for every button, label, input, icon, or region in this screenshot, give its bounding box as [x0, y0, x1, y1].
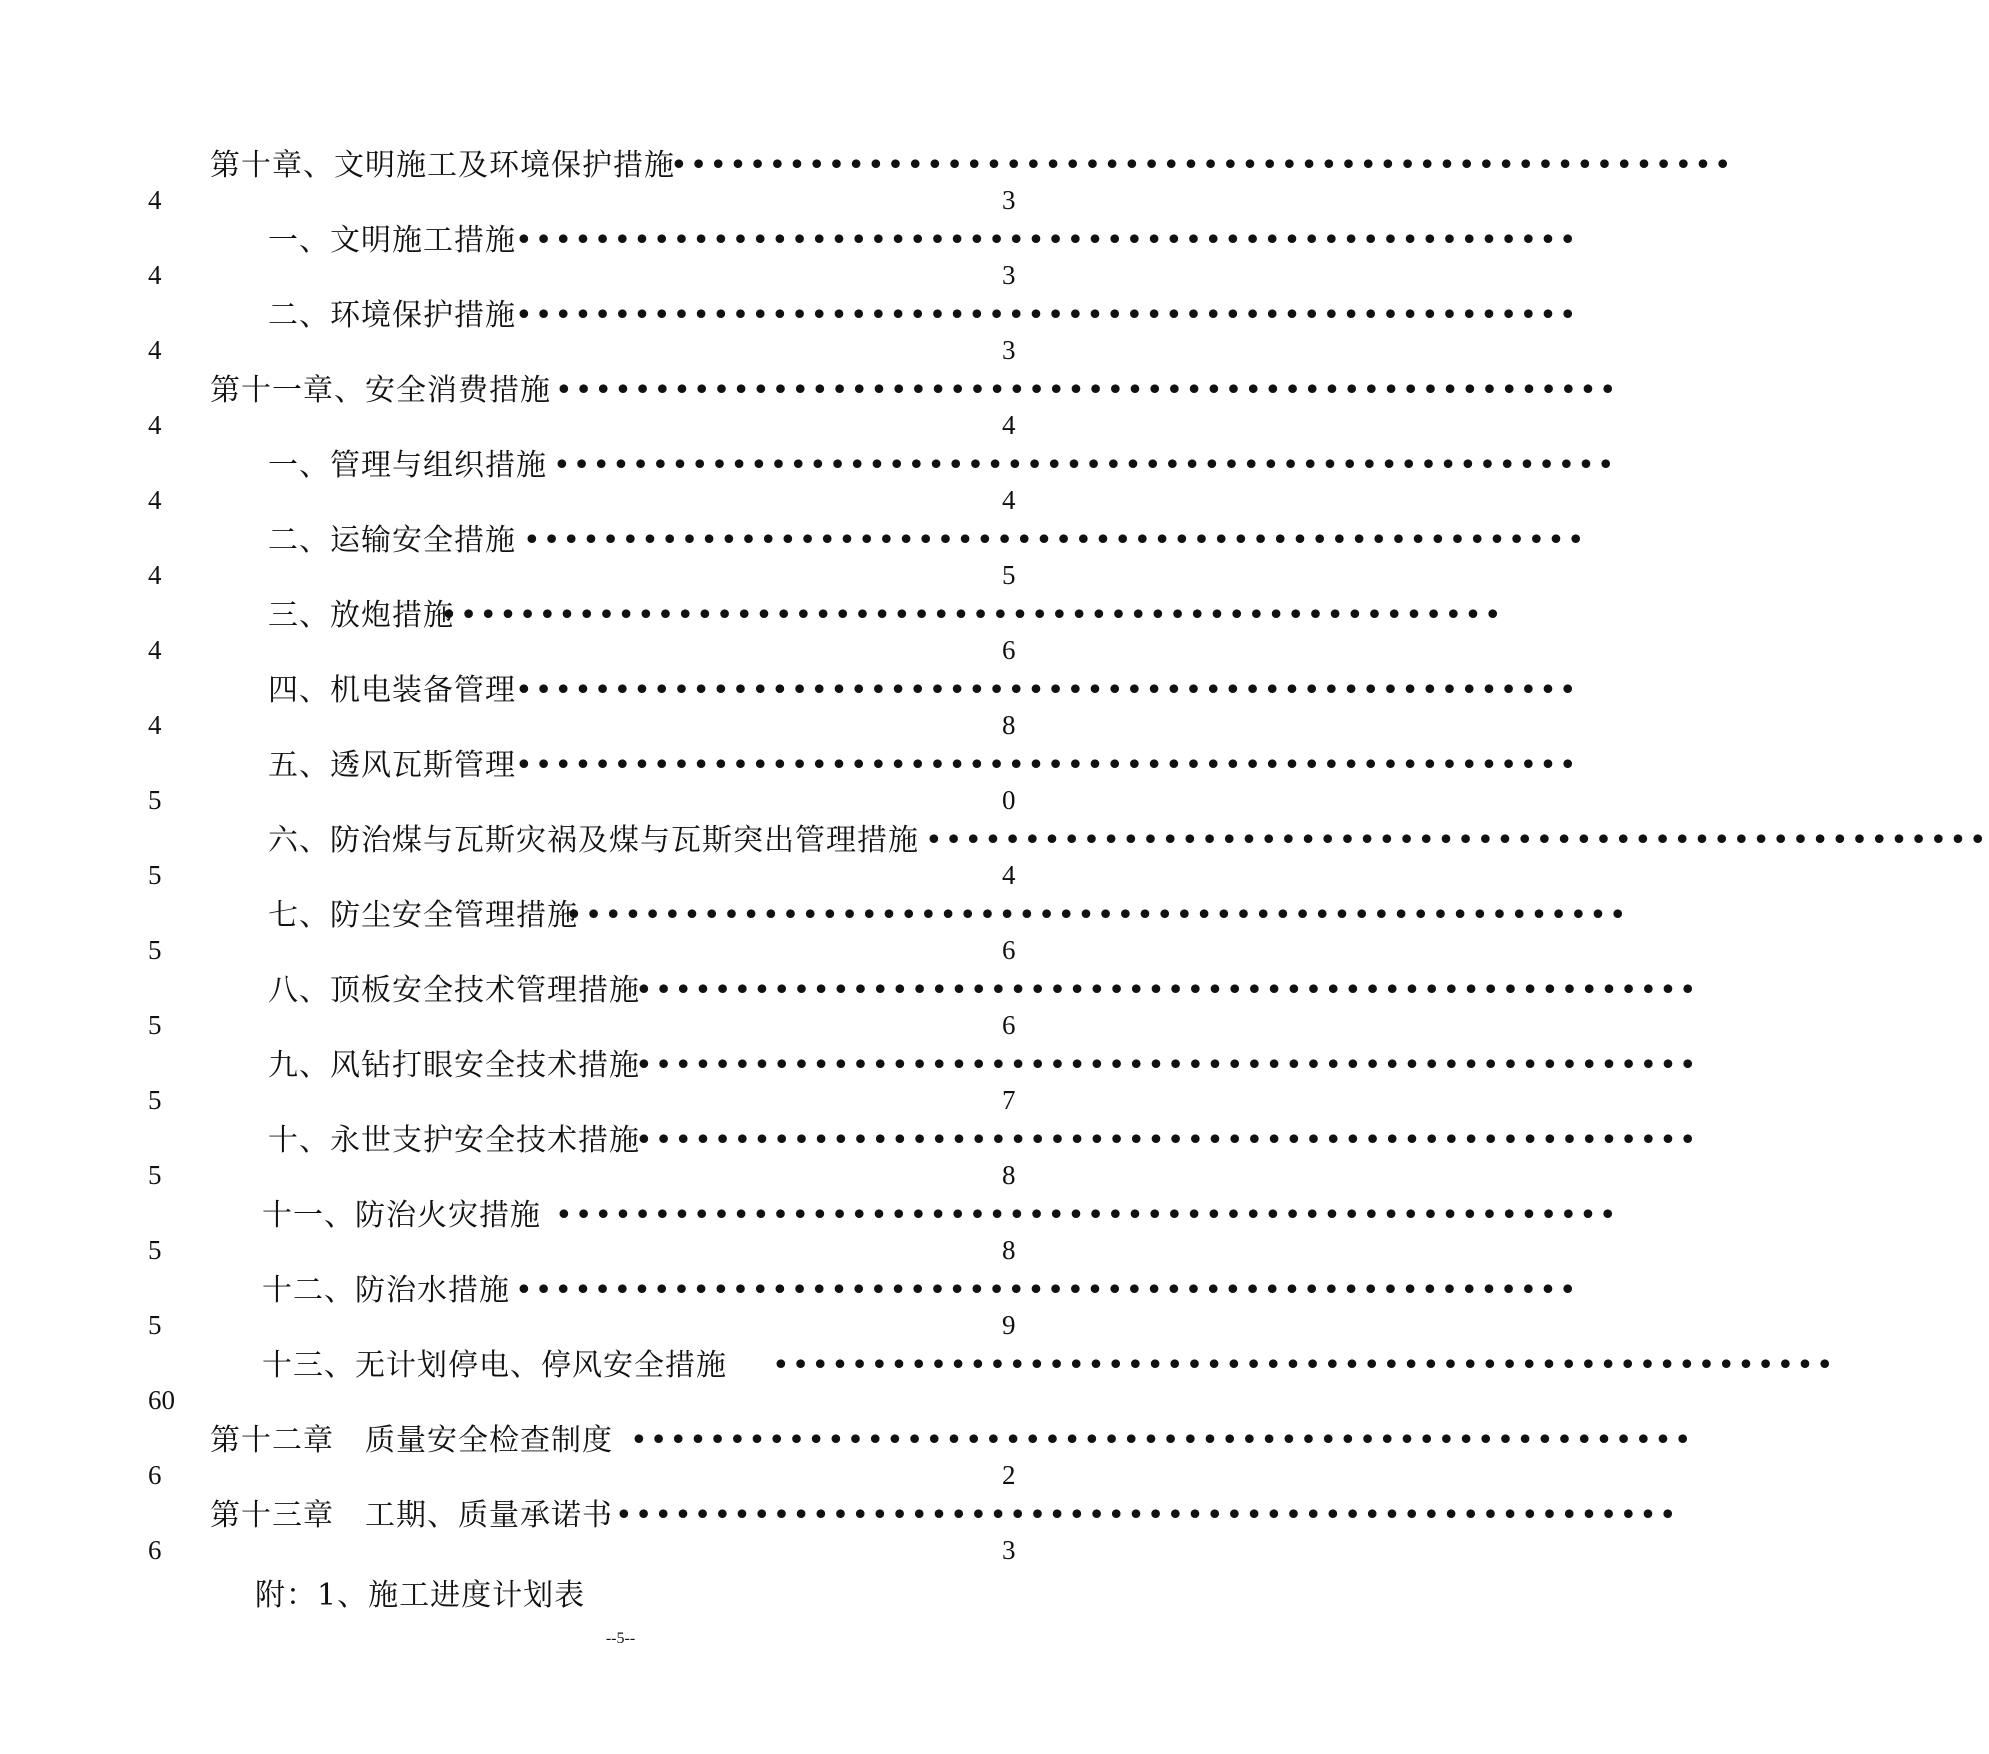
toc-page-number-right: 8 — [1002, 1160, 1016, 1190]
toc-entry-title: 四、机电装备管理 — [268, 673, 516, 708]
toc-entry-title: 三、放炮措施 — [268, 598, 454, 633]
toc-entry[interactable] — [0, 1496, 1679, 1570]
page-number-footer: --5-- — [605, 1630, 636, 1647]
toc-page-number-right: 2 — [1002, 1460, 1016, 1490]
toc-entry-title: 一、管理与组织措施 — [268, 448, 547, 483]
toc-page-number-left: 5 — [148, 1085, 162, 1115]
toc-leader-dots: •••••••••••••••••••••••••••••••••••••••••••••••••••••• — [925, 823, 1989, 858]
toc-leader-dots: •••••••••••••••••••••••••••••••••••••••••••••••••••••• — [555, 1198, 1619, 1233]
toc-entry-title: 二、运输安全措施 — [268, 523, 516, 558]
toc-page-number-left: 6 — [148, 1460, 162, 1490]
toc-leader-dots: •••••••••••••••••••••••••••••••••••••••••••••••••••••• — [515, 298, 1579, 333]
toc-leader-dots: •••••••••••••••••••••••••••••••••••••••••••••••••••••• — [553, 448, 1617, 483]
toc-leader-dots: •••••••••••••••••••••••••••••••••••••••••••••••••••••• — [635, 1123, 1699, 1158]
toc-page-number-left: 4 — [148, 260, 162, 290]
toc-entry-title: 六、防治煤与瓦斯灾祸及煤与瓦斯突出管理措施 — [268, 823, 919, 858]
toc-entry[interactable] — [0, 596, 1504, 670]
toc-entry[interactable] — [0, 1046, 1699, 1120]
toc-entry-title: 第十章、文明施工及环境保护措施 — [210, 148, 675, 183]
toc-page-number-right: 5 — [1002, 560, 1016, 590]
toc-entry[interactable] — [0, 671, 1579, 745]
toc-leader-dots: •••••••••••••••••••••••••••••••••••••••••••••••••••••• — [635, 973, 1699, 1008]
toc-entry[interactable] — [0, 821, 1989, 895]
toc-leader-dots: •••••••••••••••••••••••••••••••••••••••••••••••••••••• — [670, 148, 1734, 183]
toc-leader-dots: •••••••••••••••••••••••••••••••••••••••••••••••••••••• — [565, 898, 1629, 933]
toc-page-number-left: 4 — [148, 335, 162, 365]
toc-leader-dots: •••••••••••••••••••••••••••••••••••••••••••••••••••••• — [515, 673, 1579, 708]
toc-entry[interactable] — [0, 896, 1629, 970]
toc-page-number-left: 4 — [148, 410, 162, 440]
toc-page-number-right: 8 — [1002, 1235, 1016, 1265]
toc-entry[interactable] — [0, 446, 1617, 520]
toc-page-number-left: 4 — [148, 485, 162, 515]
toc-page-number-left: 5 — [148, 935, 162, 965]
toc-page-number-left: 5 — [148, 1010, 162, 1040]
toc-entry-title: 二、环境保护措施 — [268, 298, 516, 333]
toc-page-number-left: 60 — [148, 1385, 175, 1415]
toc-page-number-left: 4 — [148, 710, 162, 740]
toc-page-number-left: 5 — [148, 860, 162, 890]
toc-page-number-right: 6 — [1002, 935, 1016, 965]
toc-page-number-left: 4 — [148, 635, 162, 665]
toc-entry[interactable] — [0, 296, 1579, 370]
toc-entry[interactable] — [0, 1421, 1694, 1495]
toc-entry-title: 第十一章、安全消费措施 — [210, 373, 551, 408]
toc-page-number-right: 9 — [1002, 1310, 1016, 1340]
toc-entry-title: 第十三章 工期、质量承诺书 — [210, 1498, 613, 1533]
toc-entry-title: 五、透风瓦斯管理 — [268, 748, 516, 783]
toc-page-number-left: 5 — [148, 785, 162, 815]
toc-leader-dots: •••••••••••••••••••••••••••••••••••••••••••••••••••••• — [440, 598, 1504, 633]
toc-leader-dots: •••••••••••••••••••••••••••••••••••••••••••••••••••••• — [555, 373, 1619, 408]
toc-page-number-right: 6 — [1002, 1010, 1016, 1040]
toc-page-number-right: 6 — [1002, 635, 1016, 665]
toc-page-number-right: 4 — [1002, 485, 1016, 515]
toc-page-number-right: 3 — [1002, 260, 1016, 290]
toc-page-number-left: 5 — [148, 1310, 162, 1340]
toc-entry[interactable] — [0, 1346, 1836, 1420]
toc-entry-title: 九、风钻打眼安全技术措施 — [268, 1048, 640, 1083]
toc-entry[interactable] — [0, 746, 1579, 820]
toc-entry[interactable] — [0, 521, 1587, 595]
toc-page-number-right: 4 — [1002, 860, 1016, 890]
toc-entry[interactable] — [0, 1196, 1619, 1270]
toc-leader-dots: •••••••••••••••••••••••••••••••••••••••••••••••••••••• — [615, 1498, 1679, 1533]
toc-entry[interactable] — [0, 1271, 1579, 1345]
toc-page-number-right: 0 — [1002, 785, 1016, 815]
toc-page-number-right: 3 — [1002, 1535, 1016, 1565]
toc-page-number-right: 8 — [1002, 710, 1016, 740]
toc-leader-dots: •••••••••••••••••••••••••••••••••••••••••••••••••••••• — [523, 523, 1587, 558]
toc-entry-title: 七、防尘安全管理措施 — [268, 898, 578, 933]
toc-leader-dots: •••••••••••••••••••••••••••••••••••••••••••••••••••••• — [515, 223, 1579, 258]
toc-page-number-left: 4 — [148, 560, 162, 590]
toc-leader-dots: •••••••••••••••••••••••••••••••••••••••••••••••••••••• — [515, 1273, 1579, 1308]
toc-leader-dots: •••••••••••••••••••••••••••••••••••••••••••••••••••••• — [635, 1048, 1699, 1083]
toc-page-number-left: 5 — [148, 1235, 162, 1265]
toc-entry-title: 一、文明施工措施 — [268, 223, 516, 258]
toc-leader-dots: •••••••••••••••••••••••••••••••••••••••••••••••••••••• — [515, 748, 1579, 783]
toc-entry[interactable] — [0, 971, 1699, 1045]
toc-page-number-right: 3 — [1002, 335, 1016, 365]
toc-entry-title: 十、永世支护安全技术措施 — [268, 1123, 640, 1158]
toc-page-number-right: 4 — [1002, 410, 1016, 440]
toc-leader-dots: •••••••••••••••••••••••••••••••••••••••••••••••••••••• — [772, 1348, 1836, 1383]
appendix-line: 附：1、施工进度计划表 — [255, 1578, 586, 1613]
toc-entry[interactable] — [0, 1121, 1699, 1195]
toc-page-number-right: 7 — [1002, 1085, 1016, 1115]
toc-entry-title: 八、顶板安全技术管理措施 — [268, 973, 640, 1008]
toc-entry[interactable] — [0, 371, 1619, 445]
toc-entry-title: 十三、无计划停电、停风安全措施 — [262, 1348, 727, 1383]
toc-entry-title: 第十二章 质量安全检查制度 — [210, 1423, 613, 1458]
toc-entry-title: 十一、防治火灾措施 — [262, 1198, 541, 1233]
toc-page-number-left: 5 — [148, 1160, 162, 1190]
toc-leader-dots: •••••••••••••••••••••••••••••••••••••••••••••••••••••• — [630, 1423, 1694, 1458]
toc-page-number-left: 6 — [148, 1535, 162, 1565]
toc-page-number-left: 4 — [148, 185, 162, 215]
toc-entry-title: 十二、防治水措施 — [262, 1273, 510, 1308]
toc-page-number-right: 3 — [1002, 185, 1016, 215]
toc-entry[interactable] — [0, 146, 1734, 220]
toc-entry[interactable] — [0, 221, 1579, 295]
